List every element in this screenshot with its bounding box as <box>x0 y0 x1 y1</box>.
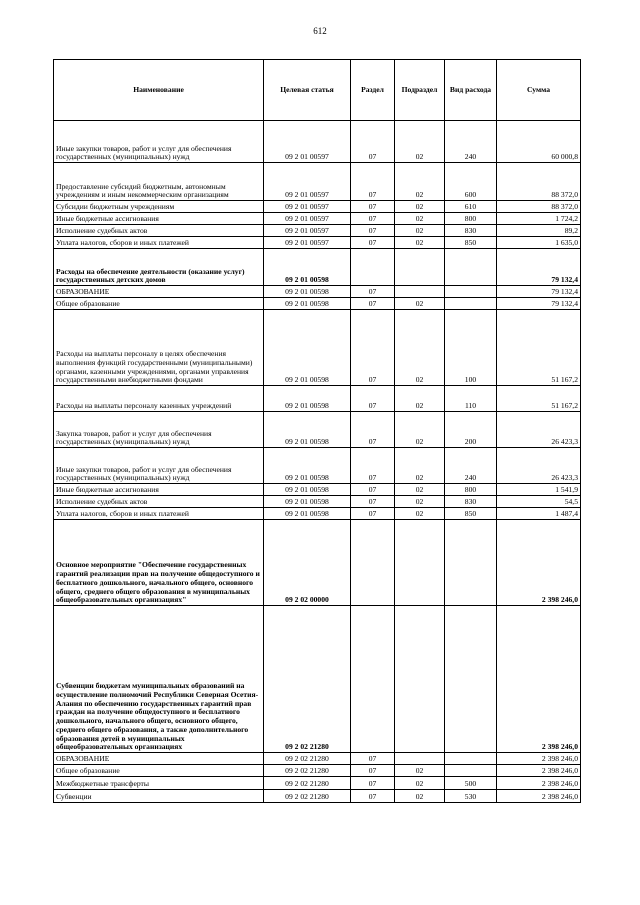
row-expense-type <box>445 606 497 753</box>
row-subsection <box>395 606 445 753</box>
row-sum: 2 398 246,0 <box>497 777 581 790</box>
row-expense-type <box>445 298 497 310</box>
row-section: 07 <box>351 121 395 163</box>
row-subsection <box>395 520 445 606</box>
row-name: Исполнение судебных актов <box>54 496 264 508</box>
row-sum: 2 398 246,0 <box>497 520 581 606</box>
row-sum: 88 372,0 <box>497 201 581 213</box>
row-sum: 88 372,0 <box>497 163 581 201</box>
row-expense-type <box>445 765 497 777</box>
row-name: Общее образование <box>54 765 264 777</box>
table-row <box>54 508 581 520</box>
table-row <box>54 213 581 225</box>
row-expense-type: 110 <box>445 386 497 412</box>
row-name: ОБРАЗОВАНИЕ <box>54 753 264 765</box>
row-section: 07 <box>351 448 395 484</box>
row-target-article: 09 2 01 00598 <box>264 298 351 310</box>
row-target-article: 09 2 01 00598 <box>264 286 351 298</box>
row-name: Уплата налогов, сборов и иных платежей <box>54 237 264 249</box>
table-row <box>54 249 581 286</box>
row-section: 07 <box>351 310 395 386</box>
header-expense-type: Вид расхода <box>445 60 497 121</box>
row-sum: 1 635,0 <box>497 237 581 249</box>
row-name: Исполнение судебных актов <box>54 225 264 237</box>
budget-table <box>53 59 581 803</box>
row-target-article: 09 2 01 00597 <box>264 237 351 249</box>
row-subsection: 02 <box>395 412 445 448</box>
row-target-article: 09 2 01 00598 <box>264 448 351 484</box>
row-target-article: 09 2 02 21280 <box>264 753 351 765</box>
table-row <box>54 286 581 298</box>
row-expense-type: 530 <box>445 790 497 803</box>
row-section: 07 <box>351 213 395 225</box>
row-section: 07 <box>351 286 395 298</box>
row-name: Общее образование <box>54 298 264 310</box>
table-row <box>54 225 581 237</box>
row-sum: 79 132,4 <box>497 298 581 310</box>
row-name: Субвенции бюджетам муниципальных образований на осуществление полномочий Республики Северная Осетия-Алания по обеспечению государственных гарантий прав граждан на получение общедоступного и бесплатного дошкольного, начального общего, основного общего, среднего общего образования, а также дополнительного образования детей в муниципальных общеобразовательных организациях <box>54 606 264 753</box>
row-sum: 2 398 246,0 <box>497 606 581 753</box>
table-row <box>54 790 581 803</box>
row-target-article: 09 2 01 00597 <box>264 225 351 237</box>
row-section <box>351 606 395 753</box>
row-target-article: 09 2 02 21280 <box>264 777 351 790</box>
row-sum: 2 398 246,0 <box>497 765 581 777</box>
row-section: 07 <box>351 225 395 237</box>
row-sum: 51 167,2 <box>497 386 581 412</box>
row-expense-type: 240 <box>445 121 497 163</box>
row-subsection: 02 <box>395 298 445 310</box>
row-target-article: 09 2 02 21280 <box>264 790 351 803</box>
row-subsection: 02 <box>395 484 445 496</box>
row-subsection: 02 <box>395 237 445 249</box>
row-expense-type <box>445 753 497 765</box>
row-expense-type <box>445 520 497 606</box>
row-name: Межбюджетные трансферты <box>54 777 264 790</box>
row-target-article: 09 2 01 00597 <box>264 201 351 213</box>
row-section: 07 <box>351 508 395 520</box>
table-row <box>54 298 581 310</box>
row-name: Субсидии бюджетным учреждениям <box>54 201 264 213</box>
row-name: Иные закупки товаров, работ и услуг для обеспечения государственных (муниципальных) нужд <box>54 121 264 163</box>
row-section: 07 <box>351 237 395 249</box>
header-subsection: Подраздел <box>395 60 445 121</box>
row-target-article: 09 2 01 00597 <box>264 163 351 201</box>
table-row <box>54 386 581 412</box>
header-section: Раздел <box>351 60 395 121</box>
row-section <box>351 249 395 286</box>
row-subsection: 02 <box>395 163 445 201</box>
row-target-article: 09 2 02 00000 <box>264 520 351 606</box>
row-expense-type: 830 <box>445 225 497 237</box>
row-name: ОБРАЗОВАНИЕ <box>54 286 264 298</box>
row-expense-type: 600 <box>445 163 497 201</box>
row-section: 07 <box>351 777 395 790</box>
row-subsection: 02 <box>395 310 445 386</box>
row-target-article: 09 2 01 00598 <box>264 386 351 412</box>
row-sum: 26 423,3 <box>497 448 581 484</box>
row-subsection: 02 <box>395 386 445 412</box>
row-expense-type: 240 <box>445 448 497 484</box>
row-subsection <box>395 249 445 286</box>
table-row <box>54 520 581 606</box>
row-target-article: 09 2 01 00598 <box>264 249 351 286</box>
row-subsection: 02 <box>395 496 445 508</box>
row-sum: 79 132,4 <box>497 286 581 298</box>
row-expense-type <box>445 249 497 286</box>
table-row <box>54 448 581 484</box>
row-expense-type: 610 <box>445 201 497 213</box>
row-target-article: 09 2 01 00597 <box>264 121 351 163</box>
table-row <box>54 412 581 448</box>
row-sum: 1 541,9 <box>497 484 581 496</box>
row-expense-type: 500 <box>445 777 497 790</box>
row-target-article: 09 2 02 21280 <box>264 606 351 753</box>
row-target-article: 09 2 01 00598 <box>264 310 351 386</box>
row-subsection: 02 <box>395 121 445 163</box>
table-row <box>54 765 581 777</box>
row-expense-type: 850 <box>445 508 497 520</box>
row-subsection: 02 <box>395 225 445 237</box>
row-sum: 60 000,8 <box>497 121 581 163</box>
row-section: 07 <box>351 412 395 448</box>
row-name: Уплата налогов, сборов и иных платежей <box>54 508 264 520</box>
row-name: Расходы на выплаты персоналу в целях обеспечения выполнения функций государственными (муниципальными) органами, казенными учреждениями, органами управления государственными внебюджетными фондами <box>54 310 264 386</box>
row-expense-type: 800 <box>445 213 497 225</box>
row-subsection: 02 <box>395 790 445 803</box>
row-section <box>351 520 395 606</box>
table-row <box>54 606 581 753</box>
row-subsection: 02 <box>395 508 445 520</box>
page-number: 612 <box>313 26 327 36</box>
row-subsection: 02 <box>395 201 445 213</box>
row-expense-type: 200 <box>445 412 497 448</box>
row-section: 07 <box>351 298 395 310</box>
row-subsection: 02 <box>395 448 445 484</box>
row-section: 07 <box>351 386 395 412</box>
table-row <box>54 201 581 213</box>
table-row <box>54 237 581 249</box>
row-subsection: 02 <box>395 213 445 225</box>
row-name: Расходы на выплаты персоналу казенных учреждений <box>54 386 264 412</box>
row-target-article: 09 2 01 00598 <box>264 484 351 496</box>
table-row <box>54 777 581 790</box>
row-sum: 26 423,3 <box>497 412 581 448</box>
row-subsection <box>395 753 445 765</box>
table-header-row <box>54 60 581 121</box>
row-name: Субвенции <box>54 790 264 803</box>
row-target-article: 09 2 01 00598 <box>264 412 351 448</box>
row-target-article: 09 2 01 00597 <box>264 213 351 225</box>
row-section: 07 <box>351 201 395 213</box>
row-name: Иные бюджетные ассигнования <box>54 484 264 496</box>
row-name: Закупка товаров, работ и услуг для обеспечения государственных (муниципальных) нужд <box>54 412 264 448</box>
header-name: Наименование <box>54 60 264 121</box>
row-expense-type: 800 <box>445 484 497 496</box>
row-name: Предоставление субсидий бюджетным, автономным учреждениям и иным некоммерческим организациям <box>54 163 264 201</box>
row-sum: 1 487,4 <box>497 508 581 520</box>
header-target-article: Целевая статья <box>264 60 351 121</box>
row-expense-type <box>445 286 497 298</box>
row-section: 07 <box>351 496 395 508</box>
table-body <box>54 121 581 803</box>
header-sum: Сумма <box>497 60 581 121</box>
table-row <box>54 753 581 765</box>
row-name: Основное мероприятие "Обеспечение государственных гарантий реализации прав на получение общедоступного и бесплатного дошкольного, начального общего, основного общего, среднего общего образования в муниципальных общеобразовательных организациях" <box>54 520 264 606</box>
row-target-article: 09 2 01 00598 <box>264 496 351 508</box>
row-subsection: 02 <box>395 777 445 790</box>
row-target-article: 09 2 01 00598 <box>264 508 351 520</box>
table-row <box>54 496 581 508</box>
row-sum: 2 398 246,0 <box>497 790 581 803</box>
row-sum: 1 724,2 <box>497 213 581 225</box>
row-subsection <box>395 286 445 298</box>
row-name: Иные закупки товаров, работ и услуг для обеспечения государственных (муниципальных) нужд <box>54 448 264 484</box>
table-row <box>54 163 581 201</box>
table-row <box>54 484 581 496</box>
row-name: Иные бюджетные ассигнования <box>54 213 264 225</box>
table-row <box>54 121 581 163</box>
row-subsection: 02 <box>395 765 445 777</box>
row-section: 07 <box>351 753 395 765</box>
row-sum: 89,2 <box>497 225 581 237</box>
row-expense-type: 850 <box>445 237 497 249</box>
row-section: 07 <box>351 484 395 496</box>
row-section: 07 <box>351 790 395 803</box>
row-section: 07 <box>351 765 395 777</box>
row-section: 07 <box>351 163 395 201</box>
row-name: Расходы на обеспечение деятельности (оказание услуг) государственных детских домов <box>54 249 264 286</box>
row-sum: 79 132,4 <box>497 249 581 286</box>
row-expense-type: 830 <box>445 496 497 508</box>
row-sum: 54,5 <box>497 496 581 508</box>
row-sum: 51 167,2 <box>497 310 581 386</box>
table-row <box>54 310 581 386</box>
row-sum: 2 398 246,0 <box>497 753 581 765</box>
row-expense-type: 100 <box>445 310 497 386</box>
row-target-article: 09 2 02 21280 <box>264 765 351 777</box>
